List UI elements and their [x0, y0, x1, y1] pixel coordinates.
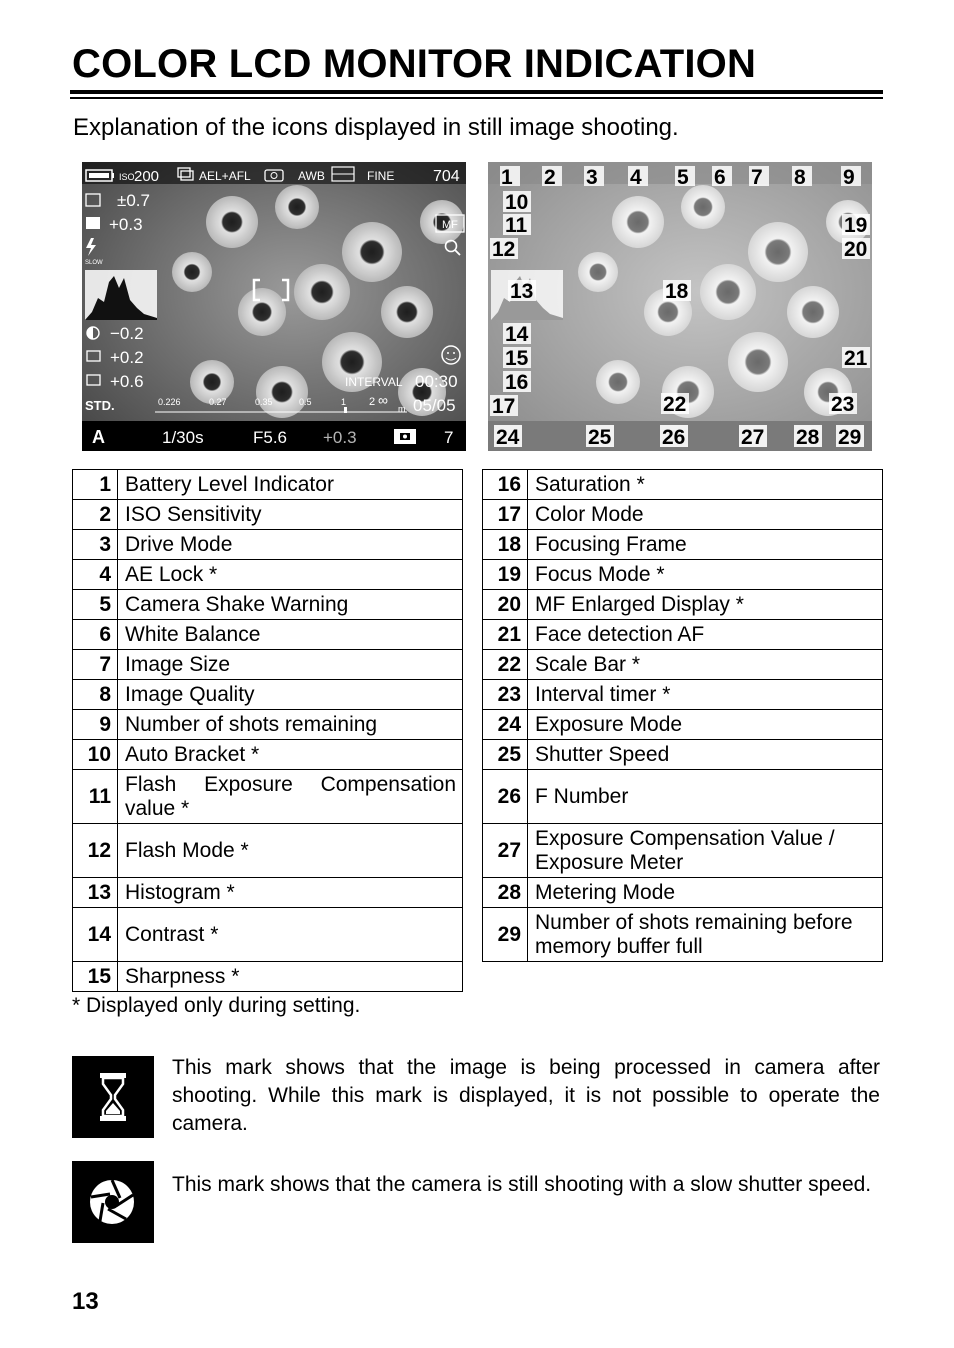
lcd-auto-bracket: ±0.7 — [117, 191, 150, 210]
footnote: * Displayed only during setting. — [72, 994, 361, 1017]
svg-text:m: m — [398, 404, 406, 414]
callout-16: 16 — [505, 371, 529, 394]
callout-11: 11 — [505, 214, 528, 237]
lcd-ae-lock: AEL+AFL — [199, 169, 251, 183]
table-row: 18 Focusing Frame — [483, 530, 883, 560]
lcd-sharpness: +0.2 — [110, 348, 144, 367]
lcd-interval-time: 00:30 — [415, 372, 458, 391]
table-row: 8 Image Quality — [73, 680, 463, 710]
svg-text:0.35: 0.35 — [255, 397, 273, 407]
table-row: 22 Scale Bar * — [483, 650, 883, 680]
table-row: 2 ISO Sensitivity — [73, 500, 463, 530]
table-row: 9 Number of shots remaining — [73, 710, 463, 740]
callout-2: 2 — [544, 166, 556, 189]
callout-22: 22 — [663, 393, 687, 416]
callout-23: 23 — [831, 393, 855, 416]
lcd-color-mode: STD. — [85, 398, 115, 413]
table-row: 11 Flash Exposure Compensation value * — [73, 770, 463, 824]
lcd-iso-value: 200 — [134, 168, 160, 185]
lcd-saturation: +0.6 — [110, 372, 144, 391]
shutter-mark-text: This mark shows that the camera is still shooting with a slow shutter speed. — [172, 1173, 872, 1196]
lcd-focus-mode: MF — [442, 219, 458, 231]
callout-20: 20 — [844, 238, 868, 261]
callout-1: 1 — [501, 166, 513, 189]
lcd-buffer: 7 — [444, 428, 454, 447]
callout-6: 6 — [714, 166, 726, 189]
lcd-flash-slow: SLOW — [85, 260, 103, 266]
svg-text:∞: ∞ — [378, 392, 388, 408]
table-row: 14 Contrast * — [73, 908, 463, 962]
callout-5: 5 — [677, 166, 689, 189]
histogram-chart — [85, 270, 157, 320]
table-row: 7 Image Size — [73, 650, 463, 680]
callout-4: 4 — [630, 166, 642, 189]
table-row: 12 Flash Mode * — [73, 824, 463, 878]
callout-7: 7 — [751, 166, 763, 189]
callout-26: 26 — [662, 426, 686, 449]
page-number: 13 — [72, 1288, 99, 1315]
svg-text:1: 1 — [341, 397, 347, 407]
table-row: 10 Auto Bracket * — [73, 740, 463, 770]
table-row: 17 Color Mode — [483, 500, 883, 530]
hourglass-mark-text: This mark shows that the image is being processed in camera after shooting. While this mark is displayed, it is not possible to operate the camera. — [172, 1056, 880, 1135]
callout-15: 15 — [505, 347, 529, 370]
lcd-exp-comp: +0.3 — [323, 428, 357, 447]
lcd-quality: FINE — [367, 169, 395, 183]
flash-comp-icon — [86, 217, 100, 229]
table-row: 16 Saturation * — [483, 470, 883, 500]
callout-9: 9 — [843, 166, 855, 189]
lcd-contrast: −0.2 — [110, 324, 144, 343]
title-rule-thick — [70, 90, 883, 94]
svg-text:0.5: 0.5 — [299, 397, 312, 407]
icon-table-right — [482, 469, 883, 962]
callout-25: 25 — [588, 426, 612, 449]
table-row: 28 Metering Mode — [483, 878, 883, 908]
callout-29: 29 — [838, 426, 862, 449]
table-row: 24 Exposure Mode — [483, 710, 883, 740]
callout-8: 8 — [794, 166, 806, 189]
svg-text:0.27: 0.27 — [209, 397, 227, 407]
lcd-aperture: F5.6 — [253, 428, 288, 447]
lcd-screen-callouts — [488, 162, 872, 451]
table-row: 1 Battery Level Indicator — [73, 470, 463, 500]
callout-14: 14 — [505, 323, 529, 346]
callout-28: 28 — [796, 426, 820, 449]
svg-text:2: 2 — [369, 396, 376, 408]
lcd-shutter: 1/30s — [162, 428, 204, 447]
lcd-iso-label: ISO — [119, 172, 135, 182]
table-row: 20 MF Enlarged Display * — [483, 590, 883, 620]
callout-27: 27 — [741, 426, 765, 449]
lcd-flash-comp: +0.3 — [109, 215, 143, 234]
lcd-interval-label: INTERVAL — [345, 375, 403, 389]
table-row: 29 Number of shots remaining before memory buffer full — [483, 908, 883, 962]
table-row: 19 Focus Mode * — [483, 560, 883, 590]
table-row: 6 White Balance — [73, 620, 463, 650]
subtitle: Explanation of the icons displayed in still image shooting. — [73, 114, 679, 141]
page-title: COLOR LCD MONITOR INDICATION — [72, 42, 757, 86]
shutter-aperture-icon — [72, 1161, 154, 1243]
svg-text:0.226: 0.226 — [158, 397, 181, 407]
lcd-wb: AWB — [298, 169, 325, 183]
title-rule-thin — [70, 97, 883, 99]
callout-10: 10 — [505, 191, 529, 214]
lcd-screen-example — [82, 162, 466, 451]
table-row: 26 F Number — [483, 770, 883, 824]
table-row: 3 Drive Mode — [73, 530, 463, 560]
callout-3: 3 — [586, 166, 598, 189]
table-row: 15 Sharpness * — [73, 962, 463, 992]
table-row: 4 AE Lock * — [73, 560, 463, 590]
table-row: 25 Shutter Speed — [483, 740, 883, 770]
callout-12: 12 — [492, 238, 516, 261]
lcd-exposure-mode: A — [92, 427, 105, 447]
metering-mode-icon — [394, 429, 416, 444]
table-row: 21 Face detection AF — [483, 620, 883, 650]
callout-21: 21 — [844, 347, 868, 370]
icon-table-left — [72, 469, 463, 992]
table-row: 13 Histogram * — [73, 878, 463, 908]
callout-24: 24 — [496, 426, 520, 449]
lcd-interval-count: 05/05 — [413, 396, 456, 415]
callout-17: 17 — [492, 395, 516, 418]
table-row: 5 Camera Shake Warning — [73, 590, 463, 620]
hourglass-icon — [72, 1056, 154, 1138]
lcd-shots: 704 — [433, 168, 460, 185]
table-row: 23 Interval timer * — [483, 680, 883, 710]
callout-18: 18 — [665, 280, 689, 303]
callout-13: 13 — [510, 280, 534, 303]
table-row: 27 Exposure Compensation Value / Exposure Meter — [483, 824, 883, 878]
callout-19: 19 — [844, 214, 868, 237]
